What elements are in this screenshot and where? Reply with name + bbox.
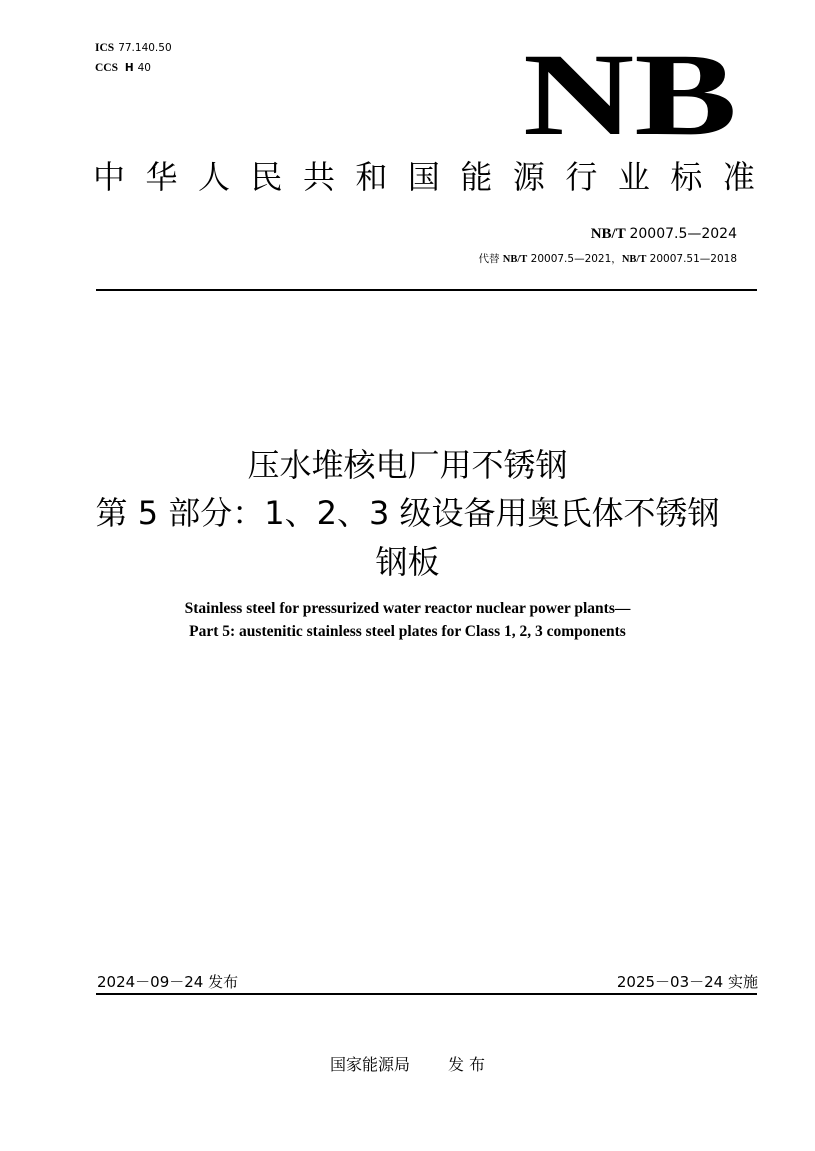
replaces-note	[478, 251, 737, 266]
issue-date: 2024－09－24 发布	[97, 973, 239, 991]
replaces-label: 代替	[478, 253, 500, 265]
standard-type-char: 和	[355, 158, 388, 196]
nb-logo-text: NB	[523, 40, 737, 140]
ics-value: 77.140.50	[118, 42, 172, 54]
standard-type-char: 中	[93, 158, 126, 196]
replaces-second-prefix: NB/T	[621, 254, 647, 265]
standard-type-char: 业	[617, 158, 650, 196]
standard-type-char: 共	[302, 158, 335, 196]
standard-type-char: 华	[145, 158, 178, 196]
ics-code	[95, 41, 172, 55]
standard-type-char: 准	[722, 158, 755, 196]
standard-type-char: 能	[460, 158, 493, 196]
title-cn-line-3: 钢板	[375, 543, 440, 581]
standard-type-char: 源	[512, 158, 545, 196]
ccs-label: CCS	[95, 62, 119, 74]
replaces-second-number: 20007.51—2018	[649, 253, 737, 265]
ccs-code	[95, 61, 151, 75]
standard-type-char: 人	[197, 158, 230, 196]
ccs-number: 40	[137, 62, 151, 74]
replaces-first-prefix: NB/T	[502, 254, 528, 265]
ics-label: ICS	[95, 42, 115, 54]
standard-number-prefix: NB/T	[590, 226, 626, 242]
standard-number-value: 20007.5—2024	[629, 226, 737, 242]
title-cn-line-1: 压水堆核电厂用不锈钢	[247, 446, 568, 484]
issuer	[0, 1052, 815, 1075]
standard-type-char: 标	[670, 158, 703, 196]
standard-type-char: 国	[407, 158, 440, 196]
title-en-line-2: Part 5: austenitic stainless steel plates for Class 1, 2, 3 components	[189, 623, 626, 640]
standard-type-char: 行	[565, 158, 598, 196]
ccs-letter: H	[124, 62, 134, 74]
issuer-name: 国家能源局	[329, 1055, 410, 1074]
standard-number	[591, 226, 737, 243]
header-divider	[96, 289, 757, 291]
title-cn-line-2: 第 5 部分：1、2、3 级设备用奥氏体不锈钢	[95, 494, 720, 532]
implementation-date: 2025－03－24 实施	[616, 973, 758, 991]
nb-logo	[520, 40, 740, 140]
standard-type-char: 民	[250, 158, 283, 196]
title-en-line-1: Stainless steel for pressurized water reactor nuclear power plants—	[184, 600, 631, 617]
replaces-first-number: 20007.5—2021，	[530, 253, 622, 265]
footer-divider	[96, 993, 757, 995]
standard-type	[93, 155, 755, 199]
issuer-action: 发 布	[447, 1055, 486, 1074]
